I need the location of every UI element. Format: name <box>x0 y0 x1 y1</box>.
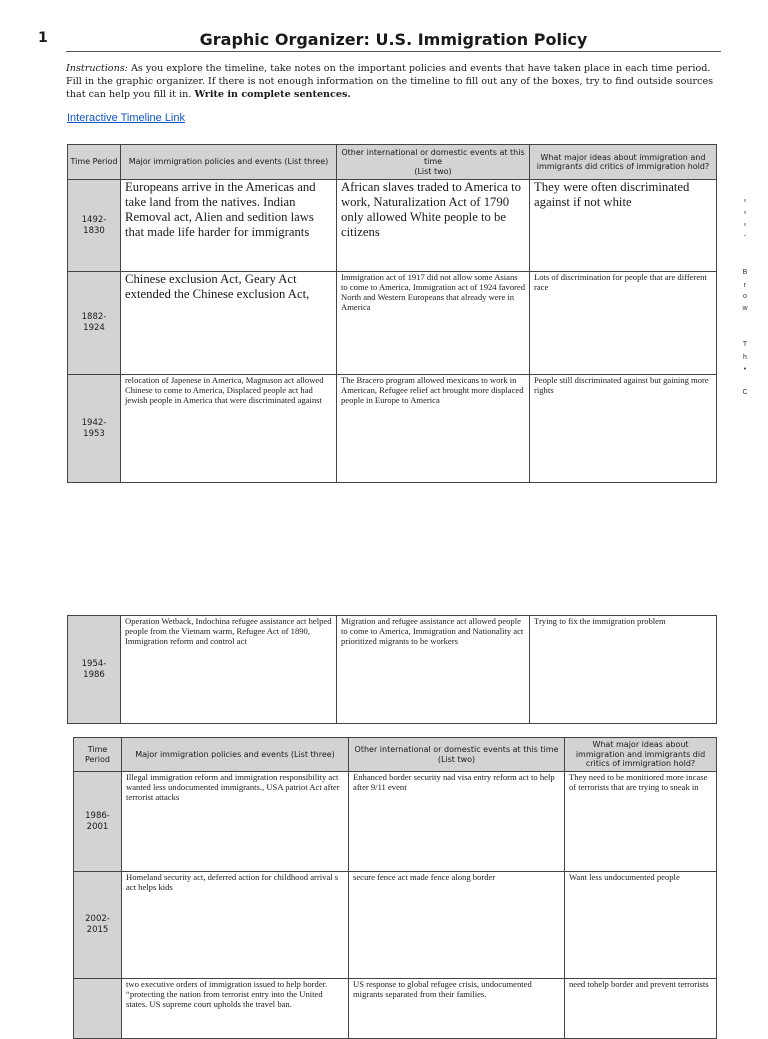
critics-text: They were often discriminated against if not white <box>534 180 690 209</box>
table-row <box>68 180 717 272</box>
margin-letter: T <box>742 341 748 348</box>
margin-letter: h <box>743 354 747 361</box>
table-row <box>68 272 717 375</box>
critics-text: Trying to fix the immigration problem <box>534 616 666 626</box>
table-row <box>68 616 717 724</box>
policies-cell[interactable] <box>122 772 349 872</box>
header-row <box>74 738 717 772</box>
header-policies: Major immigration policies and events (List three) <box>122 738 349 772</box>
header-period: Time Period <box>74 738 122 772</box>
critics-text: People still discriminated against but gaining more rights <box>534 375 709 395</box>
instructions <box>66 62 718 101</box>
header-other-text: Other international or domestic events at this time <box>341 147 525 167</box>
margin-letter: ᵤ <box>743 220 747 227</box>
other-events-cell[interactable] <box>337 616 530 724</box>
period-label: 1942- 1953 <box>81 417 107 439</box>
critics-cell[interactable] <box>530 180 717 272</box>
margin-letter: ᵤ <box>743 196 747 203</box>
policies-text: Europeans arrive in the Americas and take land from the natives. Indian Removal act, Alien and sedition laws that made life harder for immigrants <box>125 180 316 239</box>
margin-letter: w <box>742 305 748 312</box>
policies-text: Illegal immigration reform and immigration responsibility act wanted less undocumented immigrants., USA patriot Act after terrorist attacks <box>126 772 340 802</box>
header-critics: What major ideas about immigration and immigrants did critics of immigration hold? <box>530 145 717 180</box>
other-events-text: African slaves traded to America to work, Naturalization Act of 1790 only allowed White people to be citizens <box>341 180 522 239</box>
instructions-body: As you explore the timeline, take notes on the important policies and events that have taken place in each time period. Fill in the graphic organizer. If there is not enough information on the timeline to fill out any of the boxes, try to find outside sources that can help you fill it in. <box>66 63 714 100</box>
header-other-note: (List two) <box>414 166 452 176</box>
period-cell <box>68 616 121 724</box>
other-events-cell[interactable] <box>349 772 565 872</box>
policies-text: relocation of Japenese in America, Magnuson act allowed Chinese to come to America, Displaced people act had jewish people in America that were discriminated against <box>125 375 324 405</box>
table-row <box>74 872 717 979</box>
header-critics: What major ideas about immigration and immigrants did critics of immigration hold? <box>565 738 717 772</box>
header-policies: Major immigration policies and events (List three) <box>121 145 337 180</box>
table-row <box>74 979 717 1039</box>
critics-text: need tohelp border and prevent terrorists <box>569 979 709 989</box>
other-events-cell[interactable] <box>349 872 565 979</box>
other-events-cell[interactable] <box>349 979 565 1039</box>
critics-cell[interactable] <box>530 272 717 375</box>
page-title: Graphic Organizer: U.S. Immigration Policy <box>66 30 721 52</box>
period-cell <box>68 375 121 483</box>
period-label: 1882- 1924 <box>81 312 107 333</box>
period-cell <box>68 272 121 375</box>
policies-cell[interactable] <box>122 979 349 1039</box>
header-other <box>349 738 565 772</box>
organizer-table-3 <box>73 737 717 1039</box>
table-row <box>68 375 717 483</box>
instructions-lead: Instructions: <box>66 63 128 74</box>
margin-letter: B <box>742 269 748 276</box>
interactive-timeline-link[interactable]: Interactive Timeline Link <box>67 112 185 124</box>
policies-cell[interactable] <box>121 616 337 724</box>
critics-cell[interactable] <box>565 772 717 872</box>
critics-text: Want less undocumented people <box>569 872 680 882</box>
header-other-note: (List two) <box>437 754 476 764</box>
critics-cell[interactable] <box>530 375 717 483</box>
period-cell <box>74 872 122 979</box>
other-events-text: secure fence act made fence along border <box>353 872 496 882</box>
other-events-text: Immigration act of 1917 did not allow some Asians to come to America, Immigration act of 1924 favored North and Western Europeans that already were in America <box>341 272 525 312</box>
margin-letter: C <box>742 389 748 396</box>
header-period: Time Period <box>68 145 121 180</box>
header-other <box>337 145 530 180</box>
other-events-text: Migration and refugee assistance act allowed people to come to America, Immigration and Nationality act prioritized migrants to be workers <box>341 616 524 646</box>
table-row <box>74 772 717 872</box>
policies-cell[interactable] <box>121 272 337 375</box>
critics-cell[interactable] <box>565 979 717 1039</box>
period-label: 1986- 2001 <box>85 810 110 832</box>
period-label: 1492- 1830 <box>81 214 107 236</box>
policies-text: Operation Wetback, Indochina refugee assistance act helped people from the Vietnam warm, Refugee Act of 1890, Immigration reform and control act <box>125 616 332 646</box>
period-label: 1954- 1986 <box>81 658 107 680</box>
period-cell <box>74 772 122 872</box>
period-cell <box>68 180 121 272</box>
instructions-required: Write in complete sentences. <box>194 89 351 100</box>
other-events-text: Enhanced border security nad visa entry reform act to help after 9/11 event <box>353 772 555 792</box>
margin-letter: r <box>743 282 747 289</box>
policies-cell[interactable] <box>121 180 337 272</box>
critics-cell[interactable] <box>565 872 717 979</box>
organizer-table-2 <box>67 615 717 724</box>
policies-cell[interactable] <box>121 375 337 483</box>
period-cell <box>74 979 122 1039</box>
other-events-cell[interactable] <box>337 272 530 375</box>
policies-cell[interactable] <box>122 872 349 979</box>
policies-text: Chinese exclusion Act, Geary Act extended the Chinese exclusion Act, <box>125 272 310 301</box>
margin-letter: ᵤ <box>743 208 747 215</box>
other-events-text: The Bracero program allowed mexicans to work in American, Refugee relief act brought more displaced people in Europe to America <box>341 375 524 405</box>
other-events-cell[interactable] <box>337 180 530 272</box>
margin-letter: o <box>743 293 747 300</box>
header-other-text: Other international or domestic events at this time <box>354 745 559 754</box>
header-row <box>68 145 717 180</box>
policies-text: two executive orders of immigration issued to help border. “protecting the nation from terrorist entry into the United states. US supreme court upholds the travel ban. <box>126 979 328 1009</box>
other-events-cell[interactable] <box>337 375 530 483</box>
other-events-text: US response to global refugee crisis, undocumented migrants separated from their families. <box>353 979 532 999</box>
corner-mark: 1 <box>38 30 48 46</box>
margin-letter: • <box>743 366 747 373</box>
critics-cell[interactable] <box>530 616 717 724</box>
critics-text: Lots of discrimination for people that are different race <box>534 272 707 292</box>
critics-text: They need to be monitiored more incase of terrorists that are trying to sneak in <box>569 772 708 792</box>
organizer-table-1 <box>67 144 717 483</box>
margin-letter: - <box>743 233 747 240</box>
period-label: 2002- 2015 <box>85 914 110 935</box>
policies-text: Homeland security act, deferred action for childhood arrival s act helps kids <box>126 872 339 892</box>
